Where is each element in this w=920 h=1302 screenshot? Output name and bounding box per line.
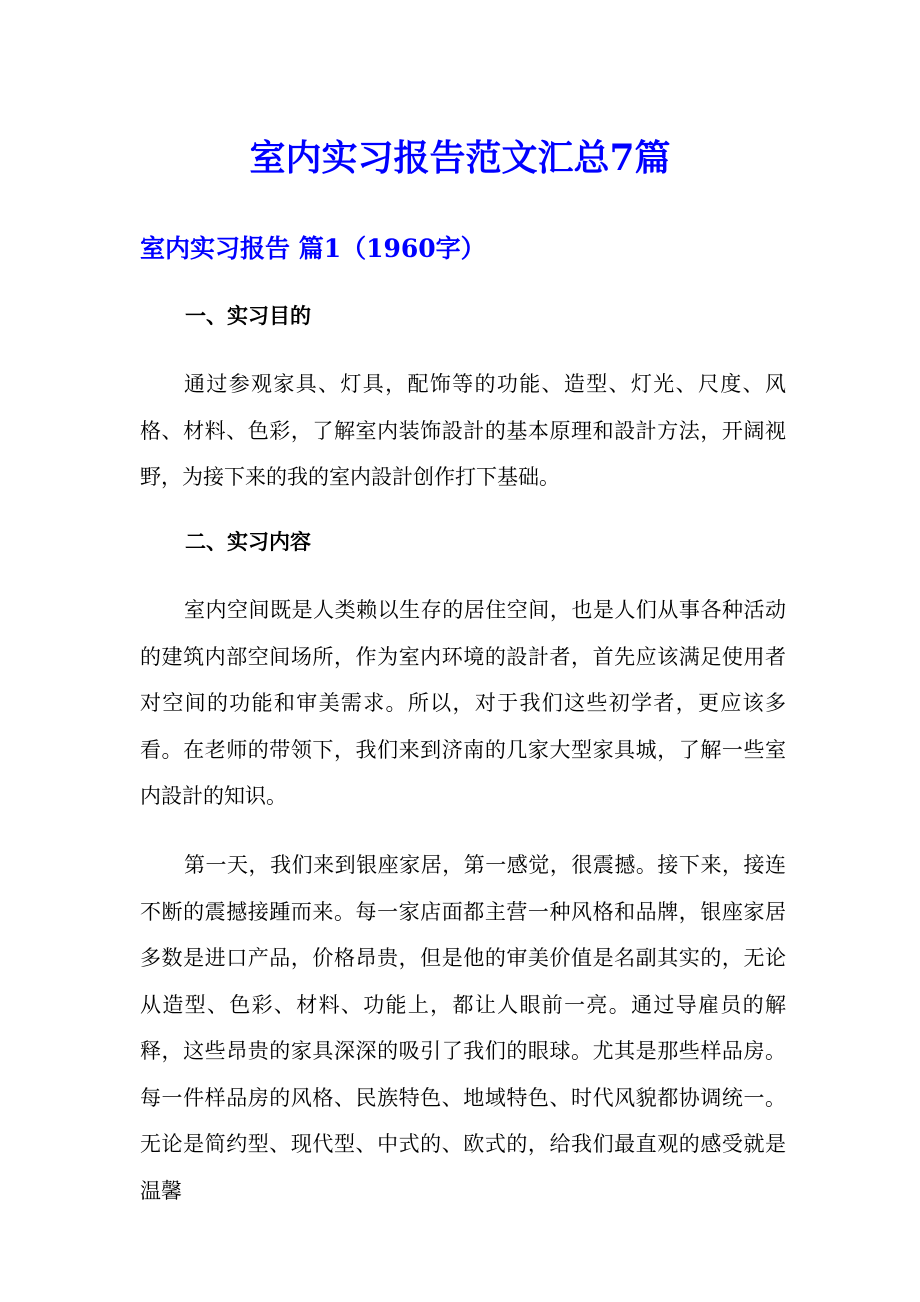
section-heading-content: 二、实习内容 <box>185 529 311 554</box>
article-heading: 室内实习报告 篇1（1960字） <box>140 234 486 263</box>
paragraph-day-one: 第一天，我们来到银座家居，第一感觉，很震撼。接下来，接连不断的震撼接踵而来。每一家店面都主营一种风格和品牌，银座家居多数是进口产品，价格昂贵，但是他的审美价值是名副其实的，无论从造型、色彩、材料、功能上，都让人眼前一亮。通过导雇员的解释，这些昂贵的家具深深的吸引了我们的眼球。尤其是那些样品房。每一件样品房的风格、民族特色、地域特色、时代风貌都协调统一。无论是简约型、现代型、中式的、欧式的，给我们最直观的感受就是温馨 <box>140 853 786 1203</box>
section-heading-purpose: 一、实习目的 <box>185 303 311 328</box>
paragraph-content-intro: 室内空间既是人类赖以生存的居住空间，也是人们从事各种活动的建筑内部空间场所，作为室内环境的設計者，首先应该满足使用者对空间的功能和审美需求。所以，对于我们这些初学者，更应该多看。在老师的带领下，我们来到济南的几家大型家具城，了解一些室内設計的知识。 <box>140 598 786 808</box>
paragraph-purpose: 通过参观家具、灯具，配饰等的功能、造型、灯光、尺度、风格、材料、色彩，了解室内装饰設計的基本原理和設計方法，开阔视野，为接下来的我的室内設計创作打下基础。 <box>140 372 786 489</box>
document-title: 室内实习报告范文汇总7篇 <box>249 137 671 179</box>
